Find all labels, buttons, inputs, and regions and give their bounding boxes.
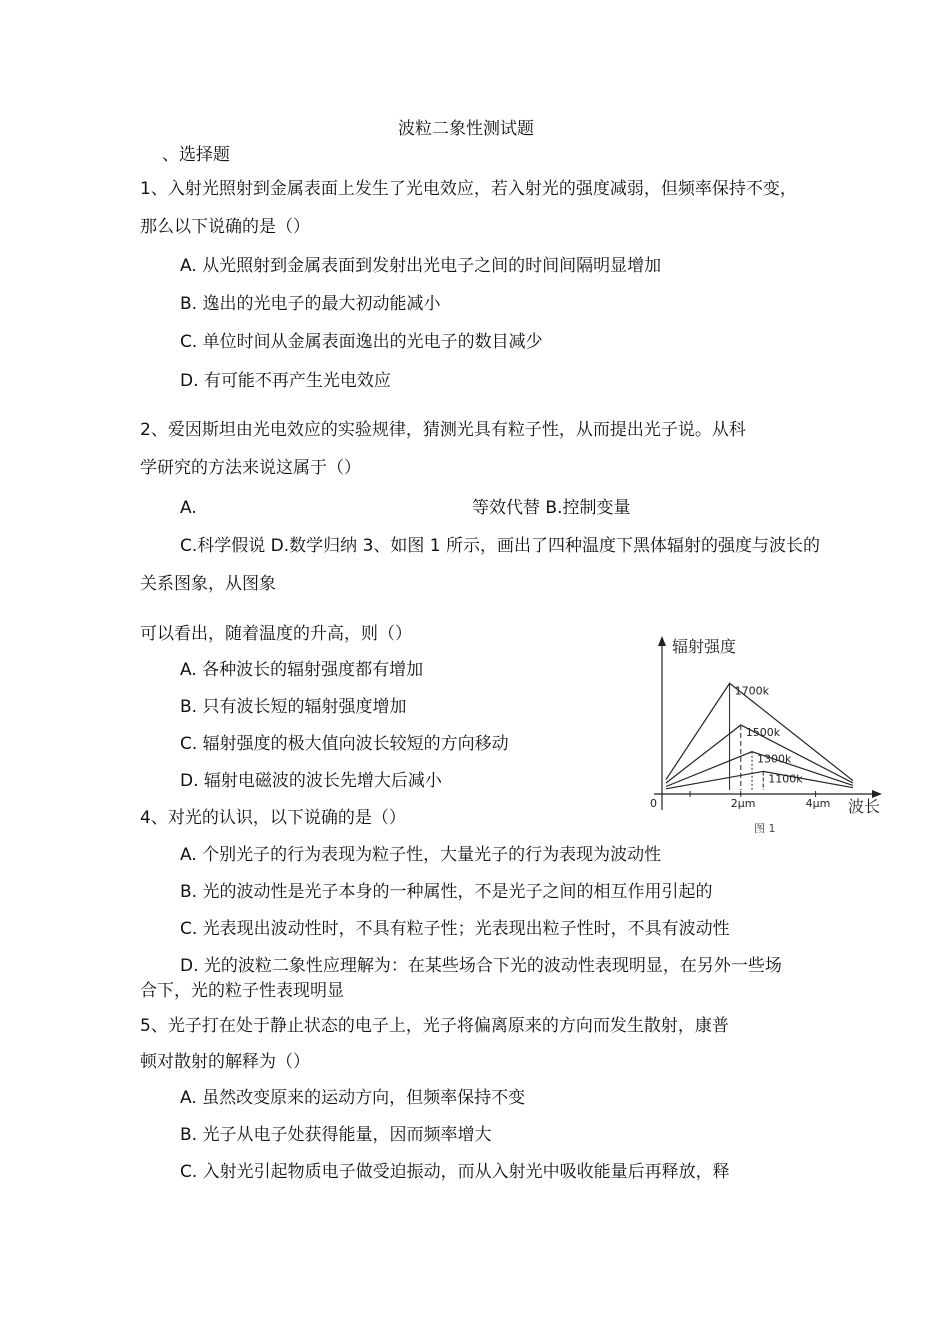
y-axis-arrow [658, 636, 666, 646]
q2-options-c-d-q3-stem: C.科学假说 D.数学归纳 3、如图 1 所示，画出了四种温度下黑体辐射的强度与波长的 [180, 536, 821, 556]
q1-option-a: A. 从光照射到金属表面到发射出光电子之间的时间间隔明显增加 [180, 256, 662, 276]
q1-option-d: D. 有可能不再产生光电效应 [180, 371, 391, 391]
series-label-1700k: 1700k [734, 684, 769, 698]
q3-option-a: A. 各种波长的辐射强度都有增加 [180, 660, 424, 680]
q4-option-d-line1: D. 光的波粒二象性应理解为：在某些场合下光的波动性表现明显，在另外一些场 [180, 956, 782, 976]
x-tick-label: 0 [650, 797, 657, 810]
q3-option-c: C. 辐射强度的极大值向波长较短的方向移动 [180, 734, 509, 754]
y-axis-label: 辐射强度 [672, 637, 737, 656]
q3-stem-line2: 关系图象，从图象 [140, 574, 276, 594]
series-label-1500k: 1500k [745, 726, 781, 740]
q3-stem-line3: 可以看出，随着温度的升高，则（） [140, 624, 412, 644]
x-axis-label: 波长 [848, 797, 881, 816]
q1-stem-line2: 那么以下说确的是（） [140, 217, 310, 237]
q2-option-a-label: A. [180, 498, 197, 518]
q4-stem: 4、对光的认识，以下说确的是（） [140, 808, 406, 828]
q4-option-c: C. 光表现出波动性时，不具有粒子性；光表现出粒子性时，不具有波动性 [180, 919, 730, 939]
q5-stem-line1: 5、光子打在处于静止状态的电子上，光子将偏离原来的方向而发生散射，康普 [140, 1016, 729, 1036]
q4-option-b: B. 光的波动性是光子本身的一种属性，不是光子之间的相互作用引起的 [180, 882, 713, 902]
q5-option-b: B. 光子从电子处获得能量，因而频率增大 [180, 1125, 492, 1145]
q1-stem-line1: 1、入射光照射到金属表面上发生了光电效应，若入射光的强度减弱，但频率保持不变， [140, 179, 797, 199]
figure-caption: 图 1 [754, 822, 776, 835]
q2-stem-line1: 2、爱因斯坦由光电效应的实验规律，猜测光具有粒子性，从而提出光子说。从科 [140, 420, 746, 440]
series-curve-1100k [666, 771, 853, 788]
section-heading: 、选择题 [162, 145, 230, 165]
q5-option-c: C. 入射光引起物质电子做受迫振动，而从入射光中吸收能量后再释放，释 [180, 1162, 730, 1182]
series-label-1100k: 1100k [768, 772, 803, 786]
q2-stem-line2: 学研究的方法来说这属于（） [140, 458, 361, 478]
q5-stem-line2: 顿对散射的解释为（） [140, 1052, 310, 1072]
q4-option-d-line2: 合下，光的粒子性表现明显 [140, 981, 344, 1001]
blackbody-radiation-chart [648, 632, 898, 842]
page-title: 波粒二象性测试题 [398, 119, 534, 139]
q3-option-b: B. 只有波长短的辐射强度增加 [180, 697, 407, 717]
q1-option-b: B. 逸出的光电子的最大初动能减小 [180, 294, 441, 314]
q3-option-d: D. 辐射电磁波的波长先增大后减小 [180, 771, 442, 791]
q2-options-a-b: 等效代替 B.控制变量 [472, 498, 631, 518]
q4-option-a: A. 个别光子的行为表现为粒子性，大量光子的行为表现为波动性 [180, 845, 662, 865]
x-tick-label: 4μm [805, 797, 831, 810]
q5-option-a: A. 虽然改变原来的运动方向，但频率保持不变 [180, 1088, 526, 1108]
series-label-1300k: 1300k [757, 752, 792, 766]
q1-option-c: C. 单位时间从金属表面逸出的光电子的数目减少 [180, 332, 543, 352]
x-tick-label: 2μm [730, 797, 756, 810]
